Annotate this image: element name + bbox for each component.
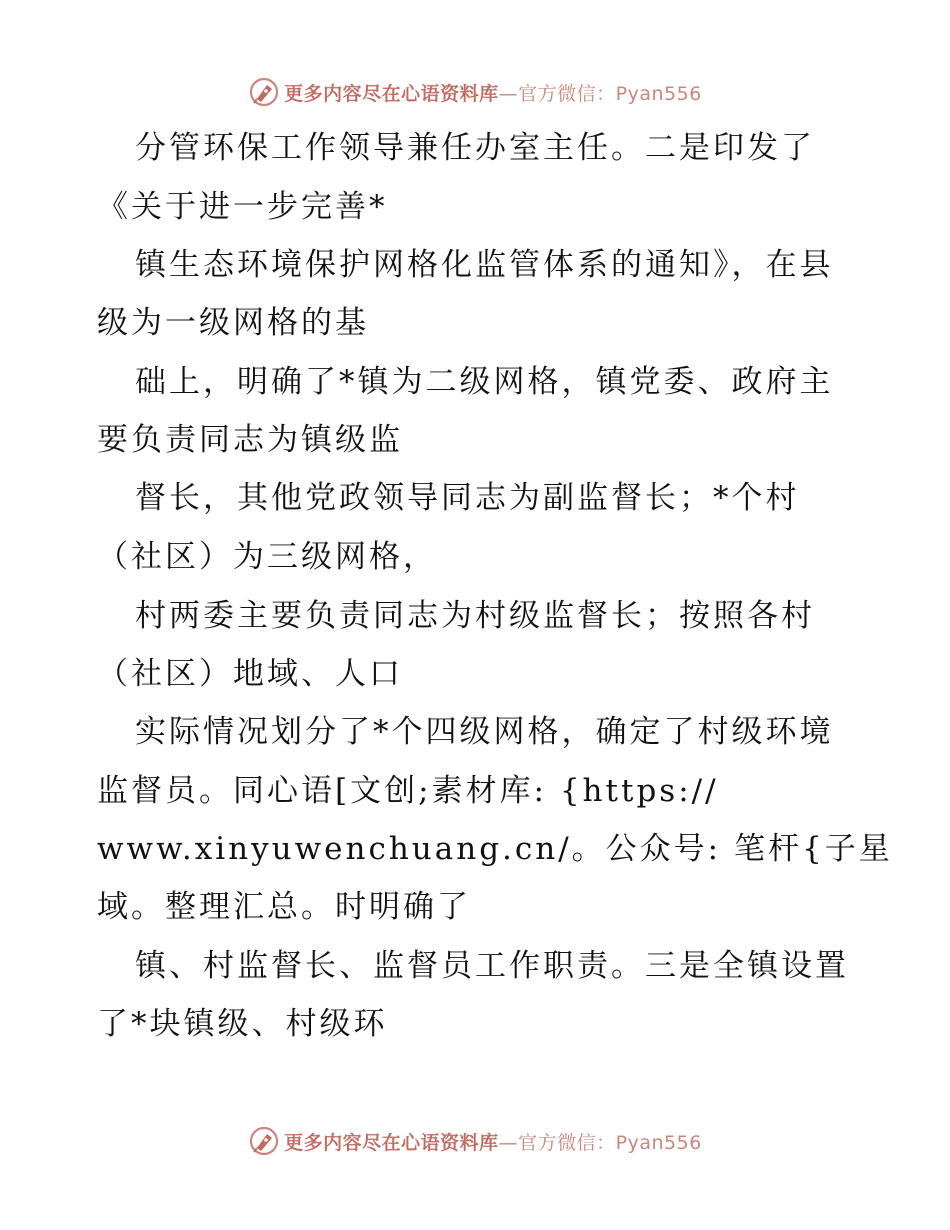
header-watermark-lead: 更多内容尽在心语资料库: [284, 82, 499, 105]
body-line-3: 镇生态环境保护网格化监管体系的通知》，在县: [135, 247, 834, 283]
body-line-11: 实际情况划分了*个四级网格，确定了村级环境: [135, 714, 834, 750]
header-watermark-contact: —官方微信：Pyan556: [498, 82, 702, 105]
body-line-9: 村两委主要负责同志为村级监督长；按照各村: [135, 598, 815, 634]
body-line-1: 分管环保工作领导兼任办室主任。二是印发了: [135, 130, 815, 166]
body-line-7: 督长，其他党政领导同志为副监督长；*个村: [135, 480, 800, 516]
footer-watermark-contact: —官方微信：Pyan556: [498, 1131, 702, 1154]
body-line-13: www.xinyuwenchuang.cn/。公众号: 笔杆{子星: [97, 831, 893, 867]
body-line-4: 级为一级网格的基: [97, 305, 369, 341]
footer-watermark-text: [284, 1128, 702, 1155]
footer-watermark-lead: 更多内容尽在心语资料库: [284, 1131, 499, 1154]
body-line-8: （社区）为三级网格，: [97, 539, 437, 575]
body-line-5: 础上，明确了*镇为二级网格，镇党委、政府主: [135, 364, 834, 400]
pen-nib-circle-icon: [248, 1125, 280, 1157]
body-line-2: 《关于进一步完善*: [97, 189, 388, 225]
body-line-6: 要负责同志为镇级监: [97, 422, 403, 458]
body-line-10: （社区）地域、人口: [97, 656, 403, 692]
footer-watermark: [0, 1121, 950, 1161]
body-line-16: 了*块镇级、村级环: [97, 1006, 388, 1042]
body-line-15: 镇、村监督长、监督员工作职责。三是全镇设置: [135, 948, 849, 984]
body-line-14: 域。整理汇总。时明确了: [97, 889, 471, 925]
body-line-12: 监督员。同心语[文创;素材库: {https://: [97, 773, 719, 809]
